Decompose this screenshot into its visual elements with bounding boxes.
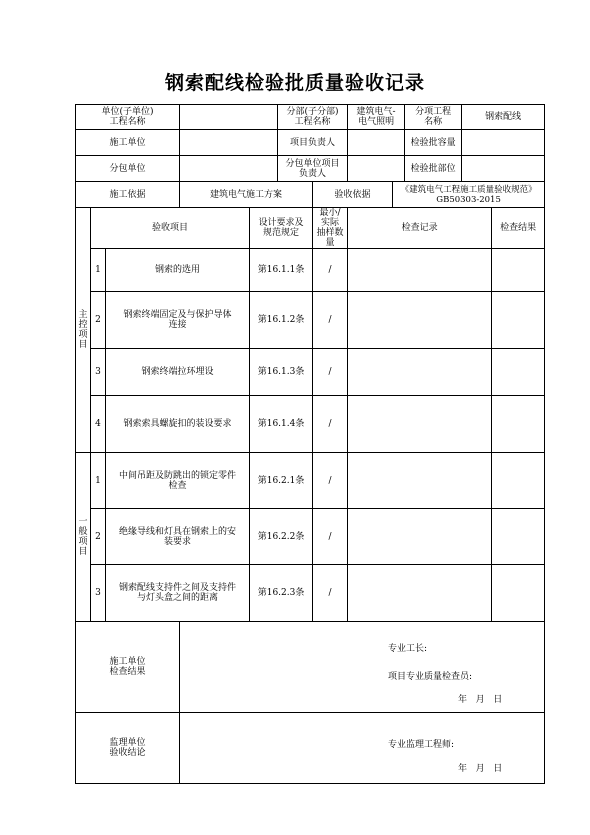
column-header-row bbox=[76, 208, 545, 249]
item-number: 3 bbox=[91, 349, 106, 396]
item-clause: 第16.1.2条 bbox=[250, 292, 313, 349]
item-number: 4 bbox=[91, 396, 106, 453]
item-result[interactable] bbox=[492, 509, 545, 565]
supervision-date: 年 月 日 bbox=[458, 764, 503, 774]
table-row bbox=[76, 565, 545, 622]
construction-unit-value[interactable] bbox=[180, 130, 278, 156]
construction-check-row bbox=[76, 622, 545, 713]
item-sample[interactable]: / bbox=[313, 349, 348, 396]
supervision-area[interactable] bbox=[180, 713, 545, 784]
foreman-label: 专业工长: bbox=[388, 644, 428, 654]
column-sample: 最小/实际 抽样数量 bbox=[313, 208, 348, 249]
batch-location-label: 检验批部位 bbox=[405, 156, 462, 182]
batch-location-value[interactable] bbox=[462, 156, 545, 182]
item-clause: 第16.1.1条 bbox=[250, 249, 313, 292]
item-record[interactable] bbox=[348, 509, 492, 565]
item-result[interactable] bbox=[492, 396, 545, 453]
item-sample[interactable]: / bbox=[313, 292, 348, 349]
inspection-record-table bbox=[75, 104, 545, 784]
table-row bbox=[76, 292, 545, 349]
subcontractor-label: 分包单位 bbox=[76, 156, 180, 182]
page-title: 钢索配线检验批质量验收记录 bbox=[164, 72, 425, 94]
general-items-label: 一 般 项 目 bbox=[76, 453, 91, 622]
acceptance-basis-value: 《建筑电气工程施工质量验收规范》 GB50303-2015 bbox=[393, 182, 545, 208]
item-record[interactable] bbox=[348, 292, 492, 349]
sub-manager-value[interactable] bbox=[348, 156, 405, 182]
item-number: 3 bbox=[91, 565, 106, 622]
table-row bbox=[76, 509, 545, 565]
item-name: 钢索配线支持件之间及支持件 与灯头盒之间的距离 bbox=[106, 565, 250, 622]
item-clause: 第16.2.3条 bbox=[250, 565, 313, 622]
unit-name-value[interactable] bbox=[180, 105, 278, 130]
sub-manager-label: 分包单位项目 负责人 bbox=[278, 156, 348, 182]
item-sample[interactable]: / bbox=[313, 453, 348, 509]
table-row bbox=[76, 396, 545, 453]
unit-name-label: 单位(子单位) 工程名称 bbox=[76, 105, 180, 130]
item-result[interactable] bbox=[492, 453, 545, 509]
supervision-label: 监理单位 验收结论 bbox=[76, 713, 180, 784]
item-record[interactable] bbox=[348, 565, 492, 622]
item-name: 钢索索具螺旋扣的装设要求 bbox=[106, 396, 250, 453]
item-name: 钢索的选用 bbox=[106, 249, 250, 292]
item-number: 1 bbox=[91, 249, 106, 292]
construction-check-label: 施工单位 检查结果 bbox=[76, 622, 180, 713]
column-design: 设计要求及 规范规定 bbox=[250, 208, 313, 249]
item-result[interactable] bbox=[492, 349, 545, 396]
batch-capacity-value[interactable] bbox=[462, 130, 545, 156]
supervision-row bbox=[76, 713, 545, 784]
subitem-label: 分项工程 名称 bbox=[405, 105, 462, 130]
supervision-engineer-label: 专业监理工程师: bbox=[388, 740, 455, 750]
construction-date: 年 月 日 bbox=[458, 695, 503, 705]
item-sample[interactable]: / bbox=[313, 509, 348, 565]
batch-capacity-label: 检验批容量 bbox=[405, 130, 462, 156]
item-clause: 第16.1.3条 bbox=[250, 349, 313, 396]
item-record[interactable] bbox=[348, 249, 492, 292]
item-number: 1 bbox=[91, 453, 106, 509]
table-row bbox=[76, 453, 545, 509]
item-clause: 第16.2.1条 bbox=[250, 453, 313, 509]
construction-check-area[interactable] bbox=[180, 622, 545, 713]
column-record: 检查记录 bbox=[348, 208, 492, 249]
subdivision-label: 分部(子分部) 工程名称 bbox=[278, 105, 348, 130]
item-record[interactable] bbox=[348, 453, 492, 509]
table-row bbox=[76, 249, 545, 292]
item-sample[interactable]: / bbox=[313, 565, 348, 622]
item-clause: 第16.2.2条 bbox=[250, 509, 313, 565]
item-sample[interactable]: / bbox=[313, 396, 348, 453]
construction-unit-label: 施工单位 bbox=[76, 130, 180, 156]
item-record[interactable] bbox=[348, 349, 492, 396]
item-clause: 第16.1.4条 bbox=[250, 396, 313, 453]
subitem-value[interactable]: 钢索配线 bbox=[462, 105, 545, 130]
item-sample[interactable]: / bbox=[313, 249, 348, 292]
item-name: 绝缘导线和灯具在钢索上的安 装要求 bbox=[106, 509, 250, 565]
item-result[interactable] bbox=[492, 292, 545, 349]
project-manager-label: 项目负责人 bbox=[278, 130, 348, 156]
project-manager-value[interactable] bbox=[348, 130, 405, 156]
column-item: 验收项目 bbox=[91, 208, 250, 249]
header-row-basis bbox=[76, 182, 545, 208]
acceptance-basis-label: 验收依据 bbox=[313, 182, 393, 208]
basis-value[interactable]: 建筑电气施工方案 bbox=[180, 182, 313, 208]
subcontractor-value[interactable] bbox=[180, 156, 278, 182]
item-name: 钢索终端固定及与保护导体 连接 bbox=[106, 292, 250, 349]
item-name: 钢索终端拉环埋设 bbox=[106, 349, 250, 396]
item-result[interactable] bbox=[492, 565, 545, 622]
subdivision-value[interactable]: 建筑电气- 电气照明 bbox=[348, 105, 405, 130]
item-name: 中间吊距及防跳出的锁定零件 检查 bbox=[106, 453, 250, 509]
main-control-label: 主 控 项 目 bbox=[76, 208, 91, 453]
item-number: 2 bbox=[91, 292, 106, 349]
item-record[interactable] bbox=[348, 396, 492, 453]
column-result: 检查结果 bbox=[492, 208, 545, 249]
table-row bbox=[76, 349, 545, 396]
item-result[interactable] bbox=[492, 249, 545, 292]
header-row-subcontractor bbox=[76, 156, 545, 182]
header-row-project bbox=[76, 105, 545, 130]
basis-label: 施工依据 bbox=[76, 182, 180, 208]
inspector-label: 项目专业质量检查员: bbox=[388, 672, 473, 682]
item-number: 2 bbox=[91, 509, 106, 565]
header-row-construction bbox=[76, 130, 545, 156]
